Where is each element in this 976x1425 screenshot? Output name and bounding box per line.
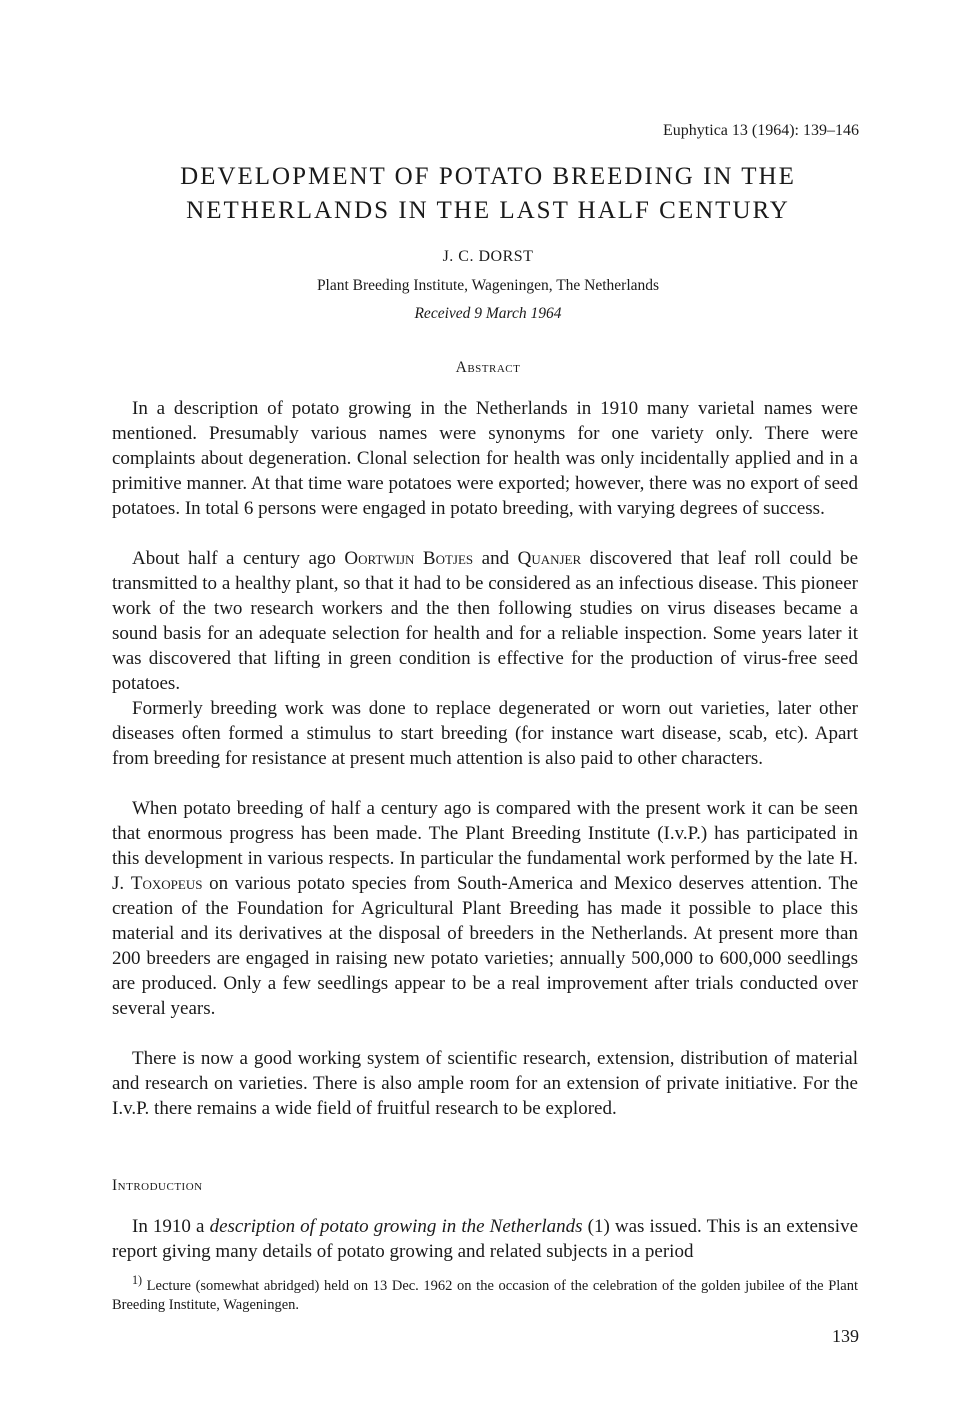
paragraph-text — [112, 1214, 858, 1264]
article-title-line-2: NETHERLANDS IN THE LAST HALF CENTURY — [186, 197, 790, 224]
abstract-paragraph-2 — [112, 546, 858, 696]
italic-title: description of potato growing in the Netherlands — [209, 1216, 583, 1237]
abstract-paragraph-4 — [112, 796, 858, 1021]
author-citation-name: Toxopeus — [130, 873, 203, 894]
text-run: (1) was issued. This is an extensive report giving many details of potato growing and related subjects in a period — [112, 1216, 859, 1262]
article-title-line-1: DEVELOPMENT OF POTATO BREEDING IN THE — [180, 163, 796, 190]
author-citation-name: Quanjer — [517, 548, 582, 569]
paragraph-text: In a description of potato growing in the Netherlands in 1910 many varietal names were mentioned. Presumably various names were synonyms for one variety only. There were complaints about degeneration. Clonal selection for health was only incidentally applied and in a primitive manner. At that time ware potatoes were exported; however, there was no export of seed potatoes. In total 6 persons were engaged in potato breeding, with varying degrees of success. — [112, 398, 858, 519]
journal-reference: Euphytica 13 (1964): 139–146 — [663, 122, 859, 139]
text-run: When potato breeding of half a century ago is compared with the present work it can be seen that enormous progress has been made. The Plant Breeding Institute (I.v.P.) has participated in this development in various respects. In particular the fundamental work performed by the late H. J. — [112, 798, 858, 894]
introduction-paragraph-1 — [112, 1214, 858, 1264]
page-number: 139 — [832, 1326, 859, 1346]
footnote-text — [112, 1271, 858, 1315]
footnote-body: Lecture (somewhat abridged) held on 13 Dec. 1962 on the occasion of the celebration of the golden jubilee of the Plant Breeding Institute, Wageningen. — [112, 1277, 858, 1313]
paragraph-text — [112, 546, 858, 696]
abstract-paragraph-5 — [112, 1046, 858, 1121]
paragraph-text — [112, 796, 858, 1021]
text-run: on various potato species from South-America and Mexico deserves attention. The creation of the Foundation for Agricultural Plant Breeding has made it possible to place this material and its derivatives at the disposal of breeders in the Netherlands. At present more than 200 breeders are engaged in raising new potato varieties; annually 500,000 to 600,000 seedlings are produced. Only a few seedlings appear to be a real improvement after trials conducted over several years. — [112, 873, 858, 1019]
abstract-paragraph-3 — [112, 696, 858, 771]
author-affiliation: Plant Breeding Institute, Wageningen, The Netherlands — [316, 277, 660, 294]
text-run: and — [473, 548, 518, 569]
abstract-heading: Abstract — [455, 359, 521, 376]
footnote — [112, 1271, 858, 1315]
received-date: Received 9 March 1964 — [414, 305, 562, 322]
text-run: discovered that leaf roll could be transmitted to a healthy plant, so that it had to be considered as an infectious disease. This pioneer work of the two research workers and the then following studies on virus diseases became a sound basis for an adequate selection for health and for a reliable inspection. Some years later it was discovered that lifting in green condition is effective for the production of virus-free seed potatoes. — [112, 548, 859, 694]
paragraph-text: Formerly breeding work was done to replace degenerated or worn out varieties, later other diseases often formed a stimulus to start breeding (for instance wart disease, scab, etc). Apart from breeding for resistance at present much attention is also paid to other characters. — [112, 698, 858, 769]
author-name: J. C. DORST — [442, 248, 534, 265]
text-run: About half a century ago — [132, 548, 345, 569]
introduction-heading: Introduction — [112, 1177, 203, 1194]
abstract-paragraph-1 — [112, 396, 858, 521]
text-run: In 1910 a — [132, 1216, 210, 1237]
paragraph-text: There is now a good working system of scientific research, extension, distribution of material and research on varieties. There is also ample room for an extension of private initiative. For the I.v.P. there remains a wide field of fruitful research to be explored. — [112, 1048, 858, 1119]
author-citation-name: Oortwijn Botjes — [344, 548, 474, 569]
footnote-marker: 1) — [132, 1273, 143, 1287]
